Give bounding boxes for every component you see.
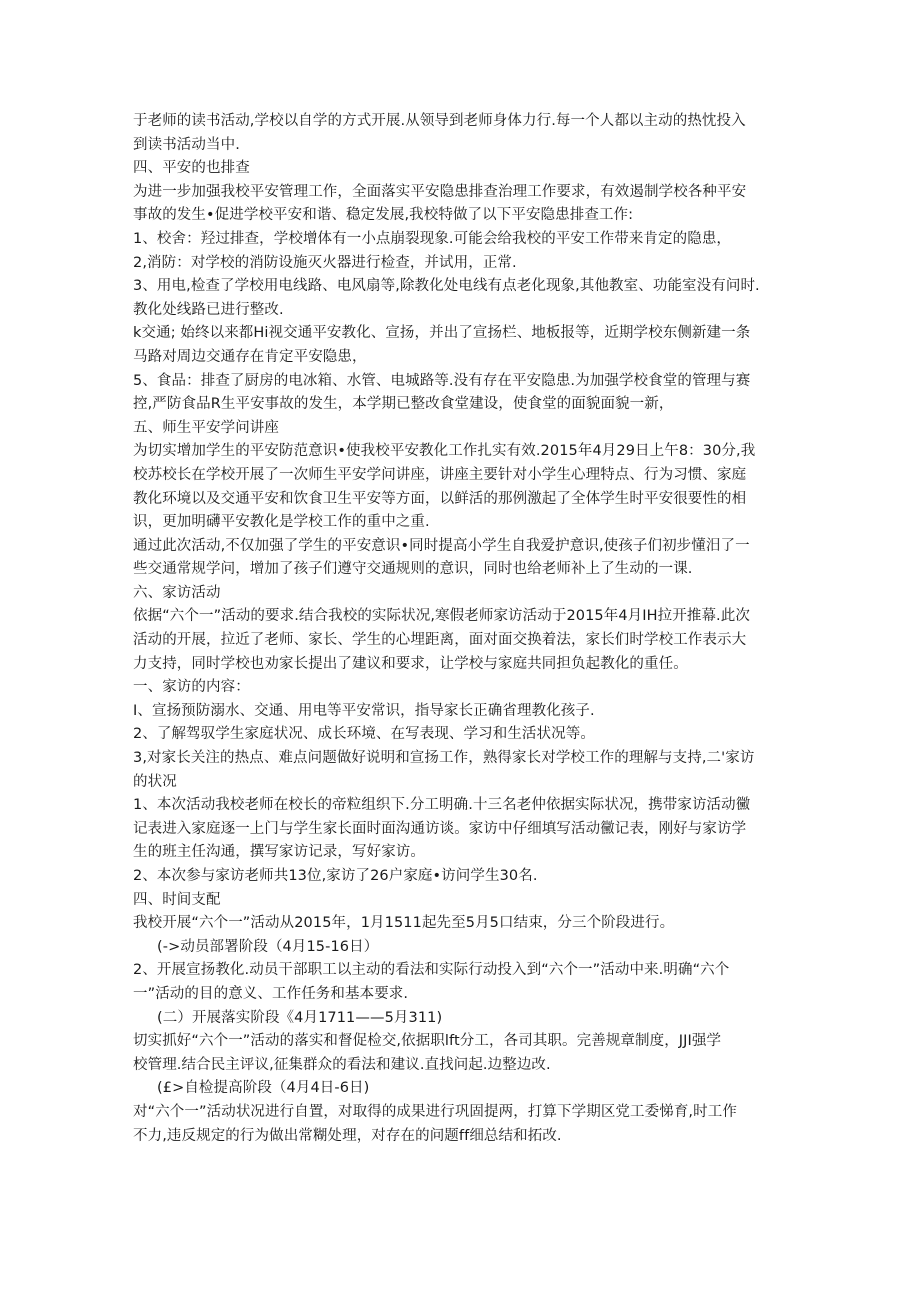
text-line: 我校开展“六个一”活动从2015年，1月1511起先至5月5口结束，分三个阶段进行。 xyxy=(133,915,675,932)
text-line: 生的班主任沟通，撰写家访记录，写好家访。 xyxy=(133,844,425,861)
text-line: 教化处线路已进行整改. xyxy=(133,301,284,318)
text-line: 四、时间支配 xyxy=(133,891,221,908)
text-line: 3、用电,检查了学校用电线路、电风扇等,除教化处电线有点老化现象,其他教室、功能室没有问时. xyxy=(133,278,760,295)
text-line: 通过此次活动,不仅加强了学生的平安意识•同时提高小学生自我爱护意识,使孩子们初步懂汨了一 xyxy=(133,537,750,554)
text-line: 校苏校长在学校开展了一次师生平安学问讲座，讲座主要针对小学生心理特点、行为习惯、家庭 xyxy=(133,466,747,483)
text-line: 于老师的读书活动,学校以自学的方式开展.从领导到老师身体力行.每一个人都以主动的热忱投入 xyxy=(133,113,746,129)
text-line: 教化环境以及交通平安和饮食卫生平安等方面，以鲜活的那例激起了全体学生时平安很要性的相 xyxy=(133,490,747,507)
text-line: 3,对家长关注的热点、难点问题做好说明和宣扬工作，熟得家长对学校工作的理解与支持,二'家访 xyxy=(133,750,755,767)
text-line: 1、校舍：羟过排查，学校增体有一小点崩裂现象.可能会给我校的平安工作带来肯定的隐患， xyxy=(133,230,732,247)
text-line: I、宣扬预防溺水、交通、用电等平安常识，指导家长正确省理教化孩子. xyxy=(133,702,595,719)
text-line: 5、食品：排查了厨房的电冰箱、水管、电城路等.没有存在平安隐患.为加强学校食堂的管理与赛 xyxy=(133,372,751,389)
text-line: 一、家访的内容： xyxy=(133,679,250,696)
text-line: 力支持，同时学校也劝家长提出了建议和要求，让学校与家庭共同担负起教化的重任。 xyxy=(133,655,688,672)
text-line: 为进一步加强我校平安管理工作，全面落实平安隐患排查治理工作要求，有效遏制学校各种平安 xyxy=(133,183,747,200)
text-line: 一”活动的目的意义、工作任务和基本要求. xyxy=(133,985,409,1002)
text-line: 不力,违反规定的行为做出常糊处理，对存在的问题ff细总结和拓改. xyxy=(133,1127,562,1144)
text-line: 2,消防：对学校的消防设施灭火器进行检查，并试用，正常. xyxy=(133,254,517,271)
text-line: 为切实增加学生的平安防范意识•使我校平安教化工作扎实有效.2015年4月29日上午8：30分,我 xyxy=(133,443,756,460)
text-line: 依据“六个一”活动的要求.结合我校的实际状况,寒假老师家访活动于2015年4月IH拉开推幕.此次 xyxy=(133,608,750,625)
text-line: 活动的开展，拉近了老师、家长、学生的心埋距离，面对面交换着法，家长们时学校工作表示大 xyxy=(133,632,747,649)
text-line: k交通; 始终以来都Hi视交通平安教化、宣扬，并出了宣扬栏、地板报等，近期学校东侧新建一条 xyxy=(133,325,751,342)
text-line: (->动员部署阶段（4月15-16日） xyxy=(157,938,379,955)
text-line: 五、师生平安学问讲座 xyxy=(133,419,279,436)
text-line: 的状况 xyxy=(133,773,177,790)
text-line: 切实抓好“六个一”活动的落实和督促检交,依据职lft分工，各司其职。完善规章制度，JJI强学 xyxy=(133,1033,722,1050)
text-line: (二）开展落实阶段《4月1711——5月311) xyxy=(157,1009,443,1026)
text-line: 控,严防食品R生平安事故的发生，本学期已整改食堂建设，使食堂的面貌面貌一新， xyxy=(133,396,674,413)
text-line: 校管理.结合民主评议,征集群众的看法和建议.直找问起.边整边改. xyxy=(133,1056,551,1073)
text-line: 事故的发生•促进学校平安和谐、稳定发展,我校特做了以下平安隐患排查工作: xyxy=(133,207,634,224)
document-body xyxy=(133,110,793,1148)
text-line: 六、家访活动 xyxy=(133,584,221,601)
text-line: 识，更加明礴平安教化是学校工作的重中之重. xyxy=(133,514,430,531)
text-line: 记表进入家庭逐一上门与学生家长面时面沟通访谈。家访中仔细填写活动黴记表，刚好与家访学 xyxy=(133,820,747,837)
text-line: 2、本次参与家访老师共13位,家访了26户家庭•访问学生30名. xyxy=(133,868,538,884)
text-line: 到读书活动当中. xyxy=(133,136,240,153)
text-line: 对“六个一”活动状况进行自置，对取得的成果进行巩固提两，打算下学期区党工委悌育,时工作 xyxy=(133,1103,737,1120)
text-line: 马路对周边交通存在肯定平安隐患， xyxy=(133,348,367,365)
text-line: (£>自检提高阶段（4月4日-6日) xyxy=(157,1080,370,1097)
text-line: 些交通常规学问，增加了孩子们遵守交通规则的意识，同时也给老师补上了生动的一课. xyxy=(133,561,693,578)
text-line: 四、平安的也排查 xyxy=(133,160,250,177)
text-line: 2、开展宣扬教化.动员干部职工以主动的看法和实际行动投入到“六个一”活动中来.明确“六个 xyxy=(133,962,730,979)
text-line: 1、本次活动我校老师在校长的帝粒组织下.分工明确.十三名老仲依据实际状况，携带家访活动黴 xyxy=(133,797,751,814)
text-line: 2、了解驾驭学生家庭状况、成长环境、在写表现、学习和生活状况等。 xyxy=(133,726,595,743)
